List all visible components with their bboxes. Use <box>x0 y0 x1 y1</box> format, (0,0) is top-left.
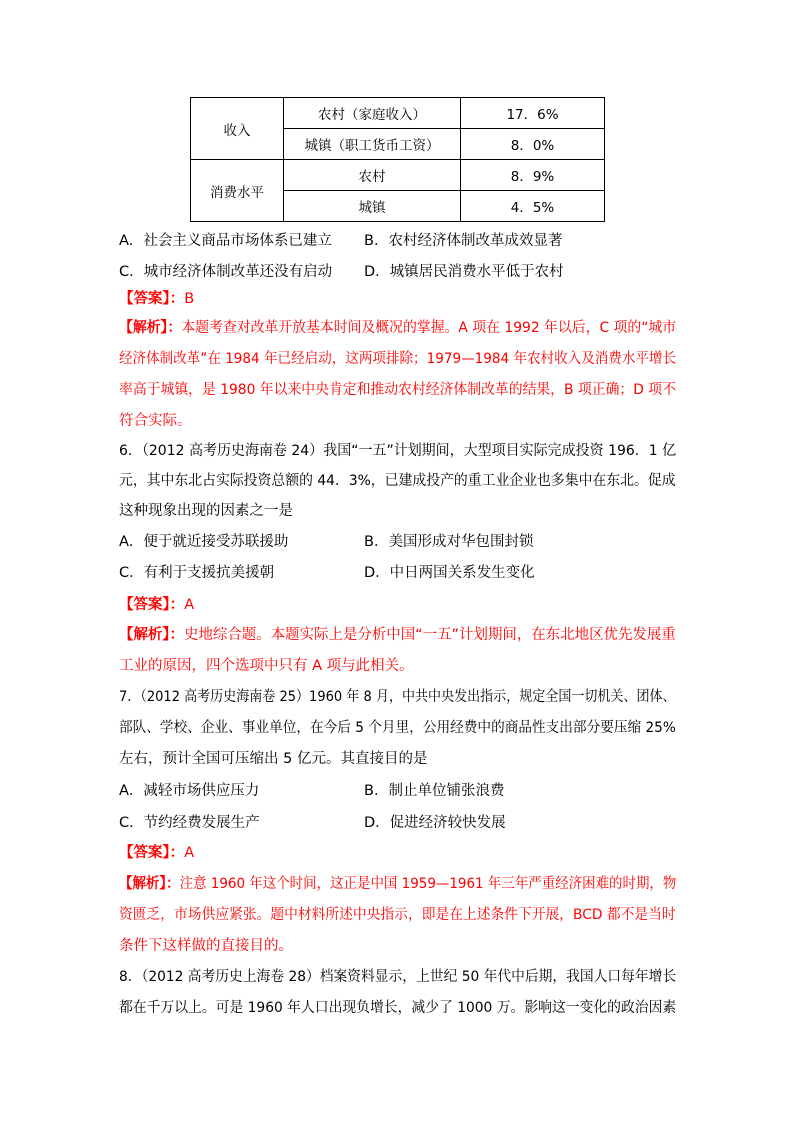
data-table <box>190 97 605 222</box>
q6-stem-line: 这种现象出现的因素之一是 <box>119 503 293 519</box>
q6-analysis-line <box>119 625 676 645</box>
table-sub-cell: 农村（家庭收入） <box>284 98 461 129</box>
q7-stem-line: 7．（2012 高考历史海南卷 25）1960 年 8 月，中共中央发出指示，规定全国一切机关、团体、 <box>119 689 676 705</box>
q6-stem-line: 6．（2012 高考历史海南卷 24）我国“一五”计划期间，大型项目实际完成投资 196．1 亿 <box>119 443 677 459</box>
q7-analysis-line: 资匮乏，市场供应紧张。题中材料所述中央指示，即是在上述条件下开展，BCD 都不是当时 <box>119 907 676 923</box>
q6-answer <box>119 595 194 615</box>
q5-option-c: C．城市经济体制改革还没有启动 <box>119 264 333 280</box>
q6-analysis-line: 工业的原因，四个选项中只有 A 项与此相关。 <box>119 658 414 674</box>
q5-analysis-line: 经济体制改革”在 1984 年已经启动，这两项排除；1979—1984 年农村收入及消费水平增长 <box>119 351 677 367</box>
analysis-text: 注意 1960 年这个时间，这正是中国 1959—1961 年三年严重经济困难的时期，物 <box>179 876 677 892</box>
q5-answer <box>119 289 194 309</box>
q7-answer <box>119 843 194 863</box>
q6-option-b: B．美国形成对华包围封锁 <box>364 534 534 550</box>
analysis-label: 【解析】： <box>119 627 185 643</box>
table-value-cell: 8．9% <box>461 160 605 191</box>
q6-option-d: D．中日两国关系发生变化 <box>364 565 535 581</box>
answer-label: 【答案】： <box>119 845 185 861</box>
table-value-cell: 4．5% <box>461 191 605 222</box>
q5-option-b: B．农村经济体制改革成效显著 <box>364 233 563 249</box>
q7-analysis-line: 条件下这样做的直接目的。 <box>119 938 293 954</box>
table-sub-cell: 城镇 <box>284 191 461 222</box>
q5-option-a: A．社会主义商品市场体系已建立 <box>119 233 332 249</box>
q7-stem-line: 左右，预计全国可压缩出 5 亿元。其直接目的是 <box>119 751 428 767</box>
q7-option-d: D．促进经济较快发展 <box>364 815 506 831</box>
q7-option-b: B．制止单位铺张浪费 <box>364 783 505 799</box>
q5-analysis-line: 符合实际。 <box>119 413 192 429</box>
q6-option-a: A．便于就近接受苏联援助 <box>119 534 289 550</box>
analysis-text: 本题考查对改革开放基本时间及概况的掌握。A 项在 1992 年以后，C 项的“城市 <box>181 320 677 336</box>
answer-value: A <box>184 597 195 613</box>
q7-analysis-line <box>119 874 676 894</box>
answer-label: 【答案】： <box>119 597 185 613</box>
answer-value: A <box>184 845 195 861</box>
q6-stem-line: 元，其中东北占实际投资总额的 44．3%，已建成投产的重工业企业也多集中在东北。促成 <box>119 473 676 489</box>
q7-option-a: A．减轻市场供应压力 <box>119 783 260 799</box>
table-sub-cell: 城镇（职工货币工资） <box>284 129 461 160</box>
consumption-cell: 消费水平 <box>191 160 284 222</box>
q6-option-c: C．有利于支援抗美援朝 <box>119 565 275 581</box>
q8-stem-line: 8．（2012 高考历史上海卷 28）档案资料显示，上世纪 50 年代中后期，我国人口每年增长 <box>119 969 677 985</box>
table-row <box>191 160 605 191</box>
table-value-cell: 17．6% <box>461 98 605 129</box>
q5-option-d: D．城镇居民消费水平低于农村 <box>364 264 564 280</box>
table-value-cell: 8．0% <box>461 129 605 160</box>
analysis-label: 【解析】： <box>119 320 182 336</box>
q5-analysis-line: 率高于城镇，是 1980 年以来中央肯定和推动农村经济体制改革的结果，B 项正确；D 项不 <box>119 382 676 398</box>
analysis-label: 【解析】： <box>119 876 180 892</box>
income-cell: 收入 <box>191 98 284 160</box>
q5-analysis-line <box>119 318 676 338</box>
answer-label: 【答案】： <box>119 291 185 307</box>
q7-option-c: C．节约经费发展生产 <box>119 815 260 831</box>
table-row <box>191 98 605 129</box>
q7-stem-line: 部队、学校、企业、事业单位，在今后 5 个月里，公用经费中的商品性支出部分要压缩 25% <box>119 720 676 736</box>
q8-stem-line: 都在千万以上。可是 1960 年人口出现负增长，减少了 1000 万。影响这一变化的政治因素 <box>119 1000 677 1016</box>
analysis-text: 史地综合题。本题实际上是分析中国“一五”计划期间，在东北地区优先发展重 <box>184 627 676 643</box>
table-sub-cell: 农村 <box>284 160 461 191</box>
answer-value: B <box>184 291 195 307</box>
